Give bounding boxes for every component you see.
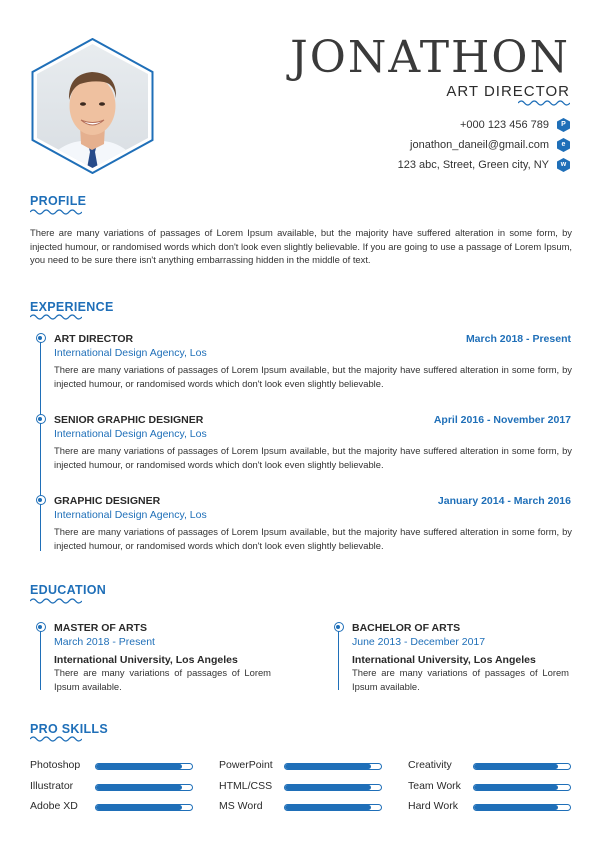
job-title: GRAPHIC DESIGNER	[54, 495, 161, 507]
profile-heading: PROFILE	[30, 194, 87, 208]
timeline-dot	[36, 622, 46, 632]
candidate-name: JONATHON	[290, 32, 570, 83]
degree-date: March 2018 - Present	[54, 636, 155, 648]
wave-divider	[30, 597, 82, 605]
skill-bar	[284, 804, 382, 811]
job-title: SENIOR GRAPHIC DESIGNER	[54, 414, 204, 426]
job-description: There are many variations of passages of Lorem Ipsum available, but the majority have suffered alteration in some form, by injected humour, or randomised words which don't look even slightly believable.	[54, 526, 572, 551]
skill-bar-fill	[285, 805, 371, 810]
address-text: 123 abc, Street, Green city, NY	[397, 159, 549, 171]
skills-heading: PRO SKILLS	[30, 722, 109, 736]
skill-bar-fill	[474, 764, 558, 769]
skill-bar	[95, 804, 193, 811]
degree-date: June 2013 - December 2017	[352, 636, 486, 648]
school-name: International University, Los Angeles	[352, 654, 536, 666]
job-description: There are many variations of passages of Lorem Ipsum available, but the majority have suffered alteration in some form, by injected humour, or randomised words which don't look even slightly believable.	[54, 364, 572, 389]
wave-divider	[518, 99, 570, 107]
wave-divider	[30, 208, 82, 216]
contact-phone[interactable]	[460, 117, 570, 133]
timeline-line	[40, 339, 41, 551]
job-org: International Design Agency, Los	[54, 428, 207, 440]
degree-title: BACHELOR OF ARTS	[352, 622, 461, 634]
profile-text: There are many variations of passages of Lorem Ipsum available, but the majority have suffered alteration in some form, by injected humour, or randomised words which don't look even slightly believable. If you are going to use a passage of Lorem Ipsum, you need to be sure there isn't anything embarrassing hidden in the middle of text.	[30, 227, 572, 265]
skill-bar	[473, 784, 571, 791]
web-icon: w	[557, 158, 570, 172]
timeline-line	[40, 628, 41, 690]
skill-name: PowerPoint	[219, 759, 273, 771]
education-heading: EDUCATION	[30, 583, 107, 597]
skill-name: Creativity	[408, 759, 452, 771]
contact-email[interactable]	[410, 137, 570, 153]
skill-name: HTML/CSS	[219, 780, 273, 792]
wave-divider	[30, 313, 82, 321]
skill-name: Adobe XD	[30, 800, 78, 812]
job-date: January 2014 - March 2016	[437, 495, 571, 507]
profile-photo	[30, 38, 155, 174]
skill-name: Illustrator	[30, 780, 74, 792]
job-description: There are many variations of passages of Lorem Ipsum available, but the majority have suffered alteration in some form, by injected humour, or randomised words which don't look even slightly believable.	[54, 445, 572, 470]
skill-bar	[473, 763, 571, 770]
degree-description: There are many variations of passages of Lorem Ipsum available.	[352, 667, 569, 692]
phone-text: +000 123 456 789	[459, 119, 549, 131]
job-org: International Design Agency, Los	[54, 347, 207, 359]
degree-description: There are many variations of passages of Lorem Ipsum available.	[54, 667, 271, 692]
skill-bar	[95, 784, 193, 791]
skill-bar	[473, 804, 571, 811]
timeline-dot	[36, 414, 46, 424]
skill-bar-fill	[474, 805, 558, 810]
skill-bar	[284, 784, 382, 791]
email-text: jonathon_daneil@gmail.com	[410, 139, 549, 151]
skill-bar	[95, 763, 193, 770]
skill-bar-fill	[285, 785, 371, 790]
skill-bar-fill	[285, 764, 371, 769]
job-title: ART DIRECTOR	[54, 333, 134, 345]
candidate-role: ART DIRECTOR	[446, 83, 570, 100]
skill-bar	[284, 763, 382, 770]
timeline-dot	[334, 622, 344, 632]
timeline-dot	[36, 495, 46, 505]
skill-bar-fill	[96, 805, 182, 810]
degree-title: MASTER OF ARTS	[54, 622, 147, 634]
skill-name: Photoshop	[30, 759, 81, 771]
contact-address[interactable]	[398, 157, 570, 173]
phone-icon: P	[557, 118, 570, 132]
skill-bar-fill	[96, 785, 182, 790]
job-date: March 2018 - Present	[465, 333, 571, 345]
email-icon: e	[557, 138, 570, 152]
skill-bar-fill	[474, 785, 558, 790]
timeline-line	[338, 628, 339, 690]
skill-name: Hard Work	[408, 800, 458, 812]
timeline-dot	[36, 333, 46, 343]
job-date: April 2016 - November 2017	[433, 414, 571, 426]
experience-heading: EXPERIENCE	[30, 300, 114, 314]
skill-name: Team Work	[408, 780, 461, 792]
skill-bar-fill	[96, 764, 182, 769]
school-name: International University, Los Angeles	[54, 654, 238, 666]
job-org: International Design Agency, Los	[54, 509, 207, 521]
skill-name: MS Word	[219, 800, 263, 812]
wave-divider	[30, 735, 82, 743]
